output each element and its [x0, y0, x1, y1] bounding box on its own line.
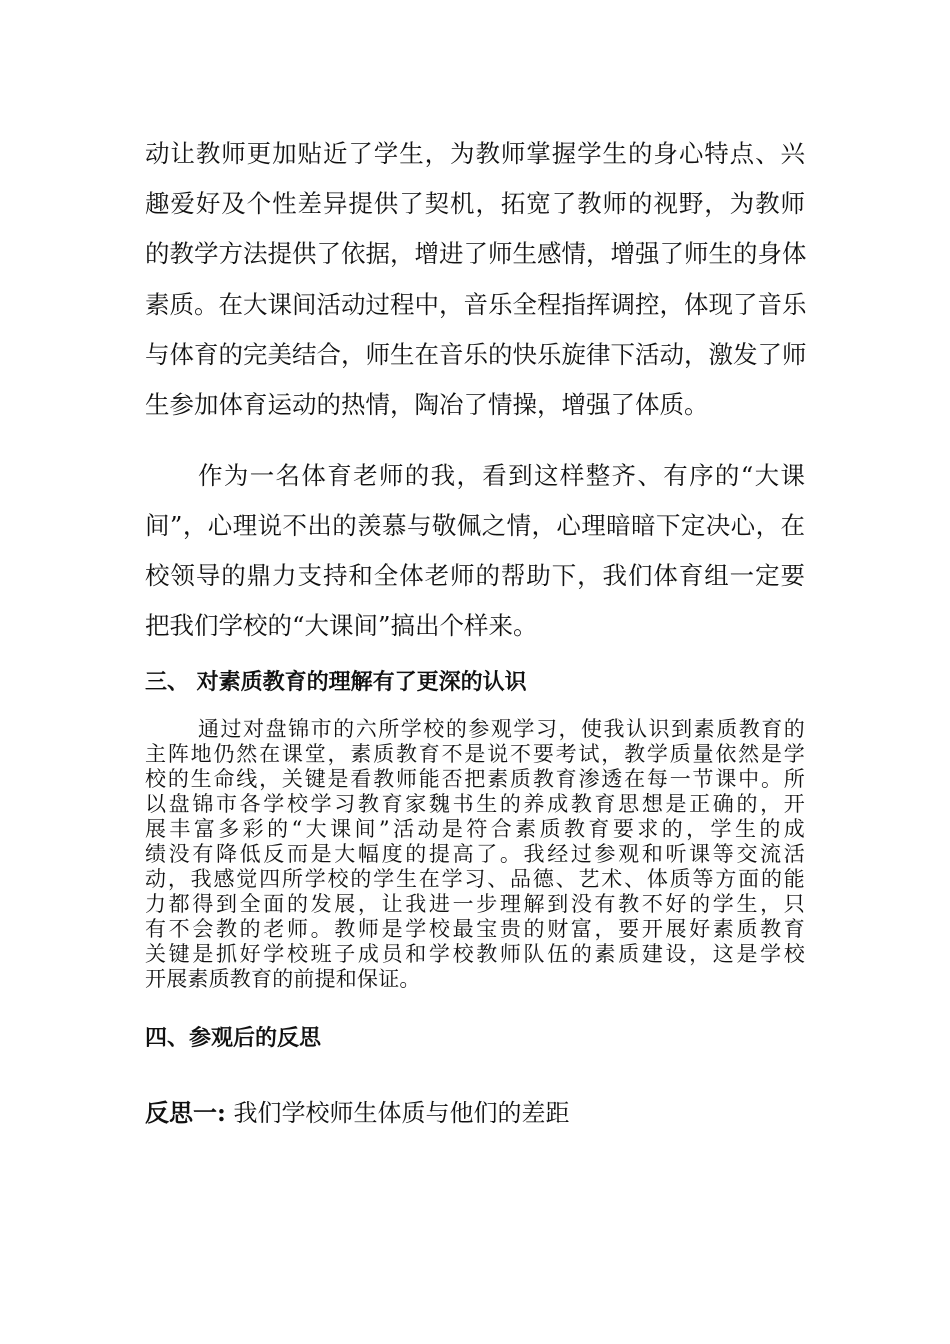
paragraph-line: 力都得到全面的发展，让我进一步理解到没有教不好的学生，只 [145, 892, 805, 916]
paragraph-line: 动，我感觉四所学校的学生在学习、品德、艺术、体质等方面的能 [145, 867, 805, 891]
paragraph-line: 作为一名体育老师的我，看到这样整齐、有序的“大课 [198, 461, 805, 490]
reflection-line [145, 1093, 570, 1128]
paragraph-line: 校领导的鼎力支持和全体老师的帮助下，我们体育组一定要 [145, 561, 805, 590]
paragraph-line: 素质。在大课间活动过程中，音乐全程指挥调控，体现了音乐 [145, 290, 807, 319]
paragraph-line: 趣爱好及个性差异提供了契机，拓宽了教师的视野，为教师 [145, 189, 805, 218]
paragraph-line: 的教学方法提供了依据，增进了师生感情，增强了师生的身体 [145, 239, 807, 268]
section-heading-3: 三、 对素质教育的理解有了更深的认识 [145, 669, 527, 695]
paragraph-line: 主阵地仍然在课堂，素质教育不是说不要考试，教学质量依然是学 [145, 742, 805, 766]
paragraph-line: 通过对盘锦市的六所学校的参观学习，使我认识到素质教育的 [198, 717, 805, 741]
paragraph-line: 把我们学校的“大课间”搞出个样来。 [145, 611, 538, 640]
paragraph-line: 绩没有降低反而是大幅度的提高了。我经过参观和听课等交流活 [145, 842, 805, 866]
paragraph-line: 生参加体育运动的热情，陶冶了情操，增强了体质。 [145, 390, 709, 419]
paragraph-line: 与体育的完美结合，师生在音乐的快乐旋律下活动，激发了师 [145, 340, 807, 369]
paragraph-line: 间”，心理说不出的羡慕与敬佩之情，心理暗暗下定决心，在 [145, 511, 805, 540]
paragraph-line: 以盘锦市各学校学习教育家魏书生的养成教育思想是正确的，开 [145, 792, 805, 816]
paragraph-line: 有不会教的老师。教师是学校最宝贵的财富，要开展好素质教育 [145, 917, 805, 941]
paragraph-line: 动让教师更加贴近了学生，为教师掌握学生的身心特点、兴 [145, 139, 805, 168]
paragraph-line: 校的生命线，关键是看教师能否把素质教育渗透在每一节课中。所 [145, 767, 805, 791]
paragraph-line: 开展素质教育的前提和保证。 [145, 967, 421, 991]
paragraph-line: 展丰富多彩的“大课间”活动是符合素质教育要求的，学生的成 [145, 817, 805, 841]
section-heading-4: 四、参观后的反思 [145, 1025, 322, 1051]
paragraph-line: 关键是抓好学校班子成员和学校教师队伍的素质建设，这是学校 [145, 942, 805, 966]
reflection-label: 反思一: [145, 1098, 226, 1127]
reflection-text: 我们学校师生体质与他们的差距 [233, 1099, 570, 1127]
